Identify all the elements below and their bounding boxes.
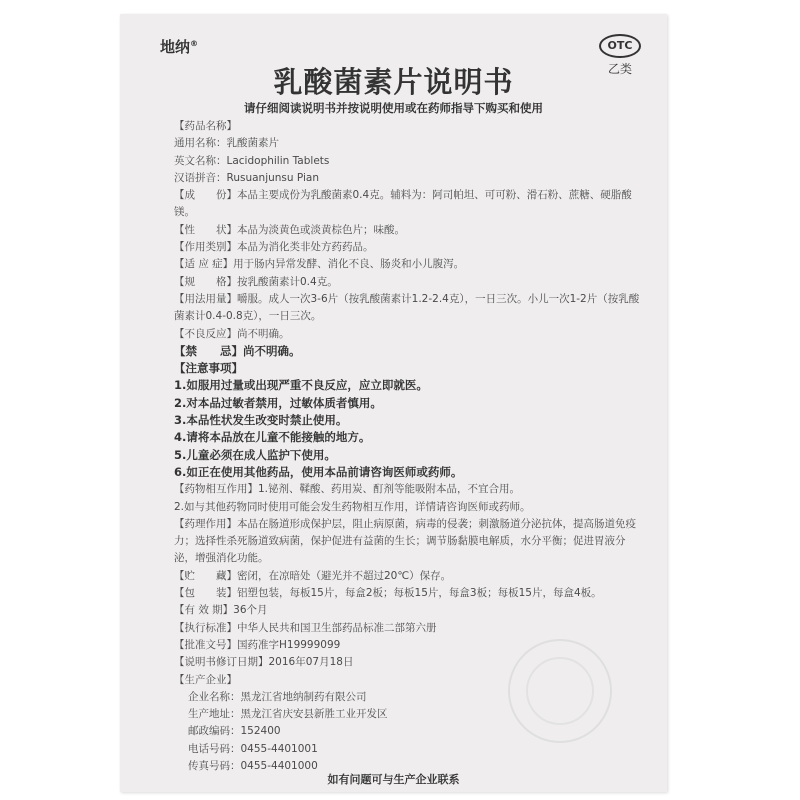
- approval-number: 【批准文号】国药准字H19999099: [174, 638, 341, 651]
- interaction-2: 2.如与其他药物同时使用可能会发生药物相互作用，详情请咨询医师或药师。: [174, 500, 531, 513]
- specification: 【规 格】按乳酸菌素计0.4克。: [174, 275, 338, 288]
- caution-item: 5.儿童必须在成人监护下使用。: [174, 447, 336, 462]
- otc-badge: OTC: [599, 34, 641, 58]
- usage: 【用法用量】嚼服。成人一次3-6片（按乳酸菌素计1.2-2.4克），一日三次。小儿一次1-2片（按乳酸菌素计0.4-0.8克），一日三次。: [174, 292, 640, 323]
- revision-date: 【说明书修订日期】2016年07月18日: [174, 656, 354, 669]
- page-title: 乳酸菌素片说明书: [273, 65, 514, 99]
- phone: 电话号码：0455-4401001: [188, 742, 318, 755]
- maker-name: 企业名称：黑龙江省地纳制药有限公司: [188, 690, 367, 703]
- subtitle: 请仔细阅读说明书并按说明使用或在药师指导下购买和使用: [244, 101, 543, 115]
- embossed-seal: [508, 639, 612, 743]
- otc-class: 乙类: [607, 62, 632, 76]
- cautions-header: 【注意事项】: [174, 361, 243, 376]
- maker-header: 【生产企业】: [174, 673, 237, 686]
- caution-item: 1.如服用过量或出现严重不良反应，应立即就医。: [174, 378, 428, 393]
- drug-name-header: 【药品名称】: [174, 120, 237, 132]
- contraindications: 【禁 忌】尚不明确。: [174, 343, 301, 358]
- caution-item: 6.如正在使用其他药品，使用本品前请咨询医师或药师。: [174, 464, 463, 479]
- package: 【包 装】铝塑包装，每板15片，每盒2板；每板15片，每盒3板；每板15片，每盒4板。: [174, 587, 602, 600]
- composition: 【成 份】本品主要成份为乳酸菌素0.4克。辅料为：阿司帕坦、可可粉、滑石粉、蔗糖、硬脂酸镁。: [174, 189, 632, 219]
- interaction-1: 【药物相互作用】1.铋剂、鞣酸、药用炭、酊剂等能吸附本品，不宜合用。: [174, 483, 521, 496]
- postcode: 邮政编码：152400: [188, 725, 281, 738]
- adverse-reactions: 【不良反应】尚不明确。: [174, 327, 290, 340]
- brand-name: 地纳: [160, 38, 191, 56]
- fax: 传真号码：0455-4401000: [188, 759, 318, 772]
- generic-name: 通用名称：乳酸菌素片: [174, 137, 279, 150]
- category: 【作用类别】本品为消化类非处方药药品。: [174, 241, 374, 254]
- character: 【性 状】本品为淡黄色或淡黄棕色片；味酸。: [174, 223, 405, 236]
- footer-note: 如有问题可与生产企业联系: [327, 773, 460, 786]
- caution-item: 4.请将本品放在儿童不能接触的地方。: [174, 430, 371, 445]
- english-name: 英文名称：Lacidophilin Tablets: [174, 154, 330, 167]
- brand-logo: [160, 36, 198, 57]
- maker-address: 生产地址：黑龙江省庆安县新胜工业开发区: [188, 708, 388, 721]
- validity: 【有 效 期】36个月: [174, 604, 268, 617]
- indication: 【适 应 症】用于肠内异常发酵、消化不良、肠炎和小儿腹泻。: [174, 258, 465, 271]
- pharmacology: 【药理作用】本品在肠道形成保护层，阻止病原菌，病毒的侵袭；刺激肠道分泌抗体，提高肠道免疫力；选择性杀死肠道致病菌，保护促进有益菌的生长；调节肠黏膜电解质，水分平衡；促进胃液分泌，增强消化功能。: [174, 517, 636, 565]
- caution-item: 3.本品性状发生改变时禁止使用。: [174, 413, 348, 428]
- leaflet-sheet: [120, 14, 667, 792]
- standard: 【执行标准】中华人民共和国卫生部药品标准二部第六册: [174, 621, 437, 634]
- storage: 【贮 藏】密闭，在凉暗处（避光并不超过20℃）保存。: [174, 569, 452, 582]
- caution-item: 2.对本品过敏者禁用，过敏体质者慎用。: [174, 395, 382, 410]
- pinyin-name: 汉语拼音：Rusuanjunsu Pian: [174, 171, 319, 184]
- registered-mark: ®: [190, 39, 199, 48]
